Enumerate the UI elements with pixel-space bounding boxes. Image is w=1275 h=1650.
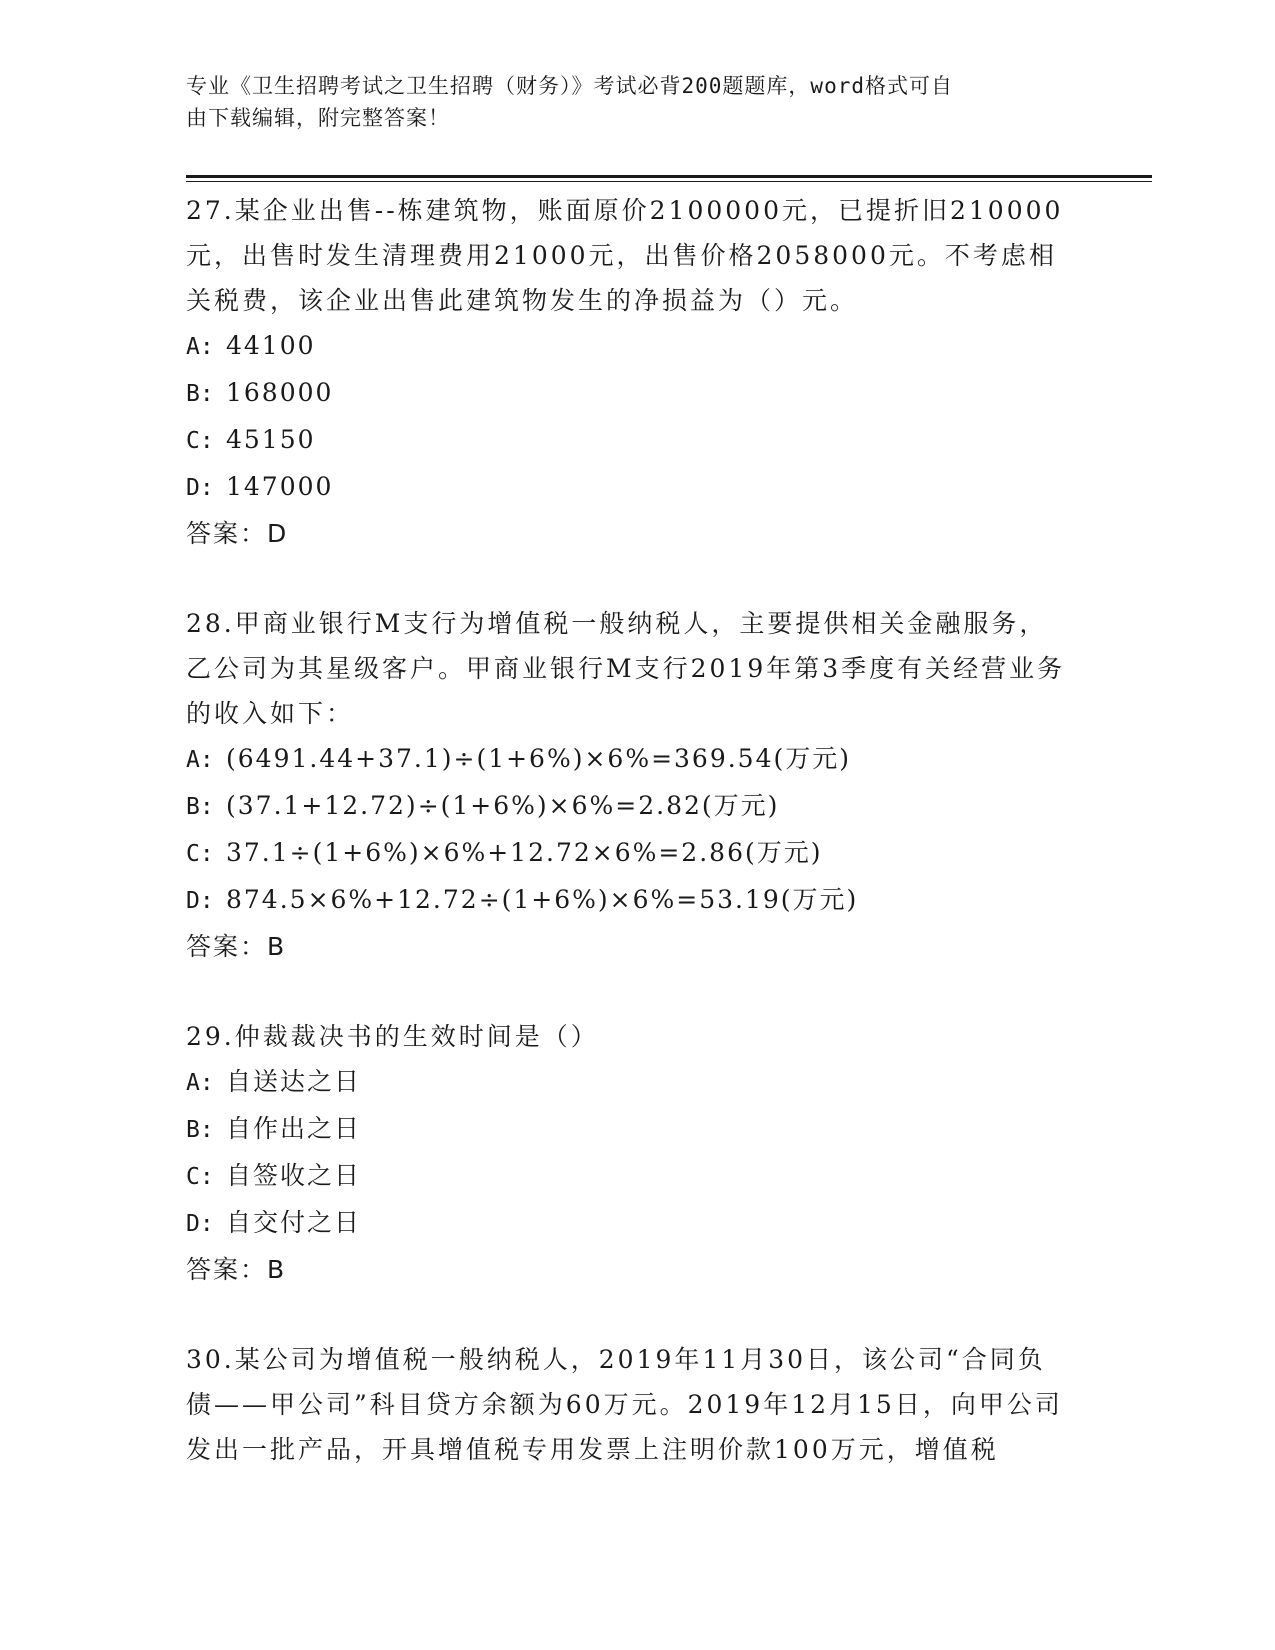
option-b [186, 1106, 1066, 1153]
question-28 [186, 601, 1066, 969]
question-text: 29.仲裁裁决书的生效时间是（） [186, 1022, 599, 1051]
option-text: 自签收之日 [226, 1161, 362, 1190]
answer-line: 答案：D [186, 519, 289, 548]
option-label: A: [186, 1070, 214, 1096]
header-line-2: 由下载编辑，附完整答案！ [186, 106, 450, 130]
option-label: A: [186, 747, 214, 773]
option-label: D: [186, 1211, 214, 1237]
question-27 [186, 188, 1066, 556]
option-label: D: [186, 888, 214, 914]
option-text: 147000 [226, 472, 334, 501]
option-b [186, 370, 1066, 417]
option-text: 自作出之日 [226, 1114, 362, 1143]
option-text: 168000 [226, 378, 334, 407]
option-text: (6491.44+37.1)÷(1+6%)×6%=369.54(万元) [226, 744, 852, 773]
option-label: D: [186, 475, 214, 501]
question-29 [186, 1014, 1066, 1292]
option-text: 44100 [226, 331, 316, 360]
option-a [186, 736, 1066, 783]
option-label: B: [186, 1117, 214, 1143]
option-text: (37.1+12.72)÷(1+6%)×6%=2.82(万元) [226, 791, 780, 820]
option-label: C: [186, 428, 214, 454]
option-label: B: [186, 794, 214, 820]
header-line-1: 专业《卫生招聘考试之卫生招聘（财务）》考试必背200题题库，word格式可自 [186, 74, 953, 98]
question-30 [186, 1337, 1066, 1472]
option-label: C: [186, 1164, 214, 1190]
option-c [186, 830, 1066, 877]
header-divider-thin [186, 181, 1152, 182]
answer-line: 答案：B [186, 1255, 287, 1284]
option-d [186, 1200, 1066, 1247]
question-text: 30.某公司为增值税一般纳税人，2019年11月30日，该公司“合同负债——甲公司”科目贷方余额为60万元。2019年12月15日，向甲公司发出一批产品，开具增值税专用发票上注明价款100万元，增值税 [186, 1345, 1063, 1464]
option-a [186, 323, 1066, 370]
option-label: C: [186, 841, 214, 867]
question-list [186, 188, 1066, 1472]
option-c [186, 417, 1066, 464]
option-b [186, 783, 1066, 830]
option-c [186, 1153, 1066, 1200]
document-header [186, 70, 1066, 134]
option-text: 自交付之日 [226, 1208, 362, 1237]
question-text: 28.甲商业银行M支行为增值税一般纳税人，主要提供相关金融服务，乙公司为其星级客户。甲商业银行M支行2019年第3季度有关经营业务的收入如下： [186, 609, 1066, 728]
header-divider-thick [186, 175, 1152, 178]
option-d [186, 464, 1066, 511]
option-d [186, 877, 1066, 924]
option-label: B: [186, 381, 214, 407]
option-a [186, 1059, 1066, 1106]
option-label: A: [186, 334, 214, 360]
option-text: 37.1÷(1+6%)×6%+12.72×6%=2.86(万元) [226, 838, 823, 867]
answer-line: 答案：B [186, 932, 287, 961]
option-text: 45150 [226, 425, 316, 454]
option-text: 自送达之日 [226, 1067, 362, 1096]
option-text: 874.5×6%+12.72÷(1+6%)×6%=53.19(万元) [226, 885, 859, 914]
question-text: 27.某企业出售--栋建筑物，账面原价2100000元，已提折旧210000元，出售时发生清理费用21000元，出售价格2058000元。不考虑相关税费，该企业出售此建筑物发生的净损益为（）元。 [186, 196, 1064, 315]
